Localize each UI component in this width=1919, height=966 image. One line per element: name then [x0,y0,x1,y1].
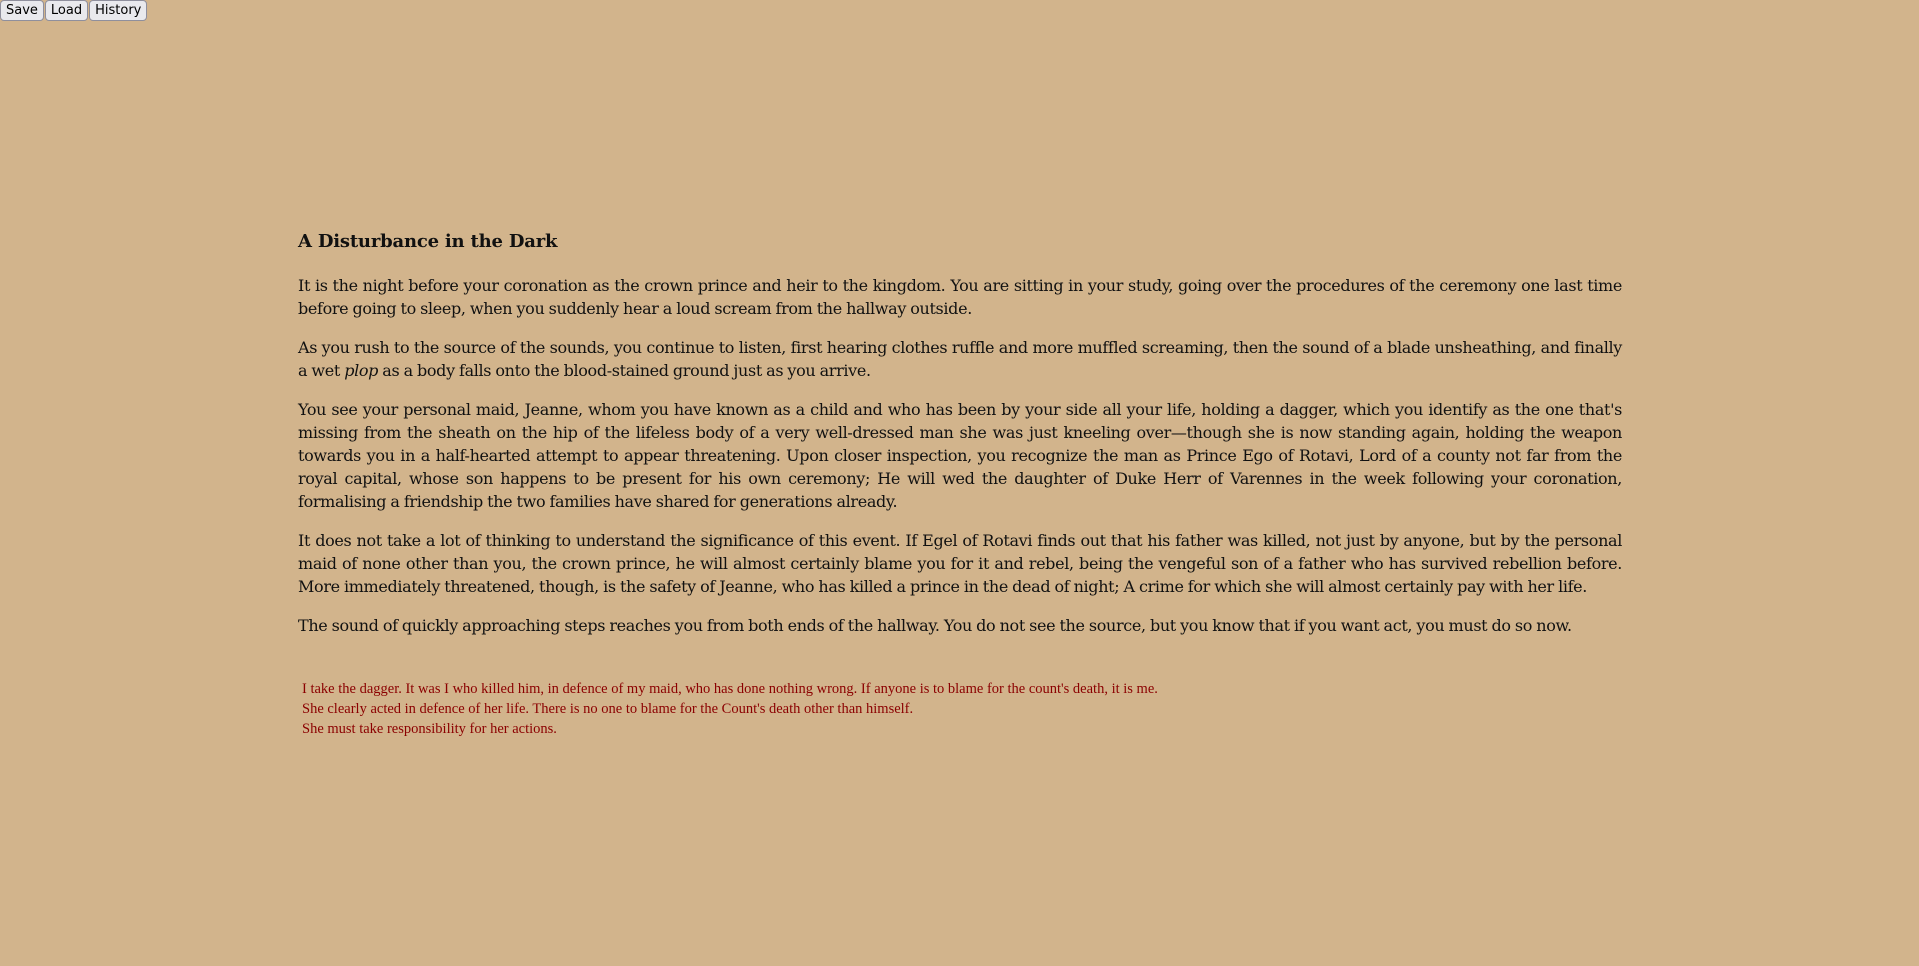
story-passage [298,228,1622,653]
passage-paragraph [298,336,1622,382]
passage-paragraph: It does not take a lot of thinking to understand the significance of this event. If Egel of Rotavi finds out that his father was killed, not just by anyone, but by the personal maid of none other than you, the crown prince, he will almost certainly blame you for it and rebel, being the vengeful son of a father who has survived rebellion before. More immediately threatened, though, is the safety of Jeanne, who has killed a prince in the dead of night; A crime for which she will almost certainly pay with her life. [298,531,1622,596]
passage-title: A Disturbance in the Dark [298,231,558,252]
choice-take-responsibility[interactable]: She must take responsibility for her actions. [302,721,557,737]
load-button[interactable]: Load [45,0,88,21]
choice-take-dagger[interactable]: I take the dagger. It was I who killed him, in defence of my maid, who has done nothing wrong. If anyone is to blame for the count's death, it is me. [302,681,1158,697]
passage-paragraph: It is the night before your coronation as the crown prince and heir to the kingdom. You are sitting in your study, going over the procedures of the ceremony one last time before going to sleep, when you suddenly hear a loud scream from the hallway outside. [298,276,1622,318]
choice-list [302,679,1158,739]
passage-paragraph: The sound of quickly approaching steps reaches you from both ends of the hallway. You do not see the source, but you know that if you want act, you must do so now. [298,616,1572,635]
passage-paragraph: You see your personal maid, Jeanne, whom you have known as a child and who has been by your side all your life, holding a dagger, which you identify as the one that's missing from the sheath on the hip of the lifeless body of a very well-dressed man she was just kneeling over—though she is now standing again, holding the weapon towards you in a half-hearted attempt to appear threatening. Upon closer inspection, you recognize the man as Prince Ego of Rotavi, Lord of a county not far from the royal capital, whose son happens to be present for his own ceremony; He will wed the daughter of Duke Herr of Varennes in the week following your coronation, formalising a friendship the two families have shared for generations already. [298,400,1622,511]
paragraph-text: as a body falls onto the blood-stained ground just as you arrive. [378,361,871,380]
history-button[interactable]: History [89,0,147,21]
choice-self-defence[interactable]: She clearly acted in defence of her life. There is no one to blame for the Count's death other than himself. [302,701,914,717]
save-button[interactable]: Save [0,0,44,21]
paragraph-text: As you rush to the source of the sounds, you continue to listen, first hearing clothes ruffle and more muffled screaming, then the sound of a blade unsheathing, and finally a wet [298,338,1622,380]
toolbar [0,0,147,21]
emphasis-text: plop [344,361,379,380]
